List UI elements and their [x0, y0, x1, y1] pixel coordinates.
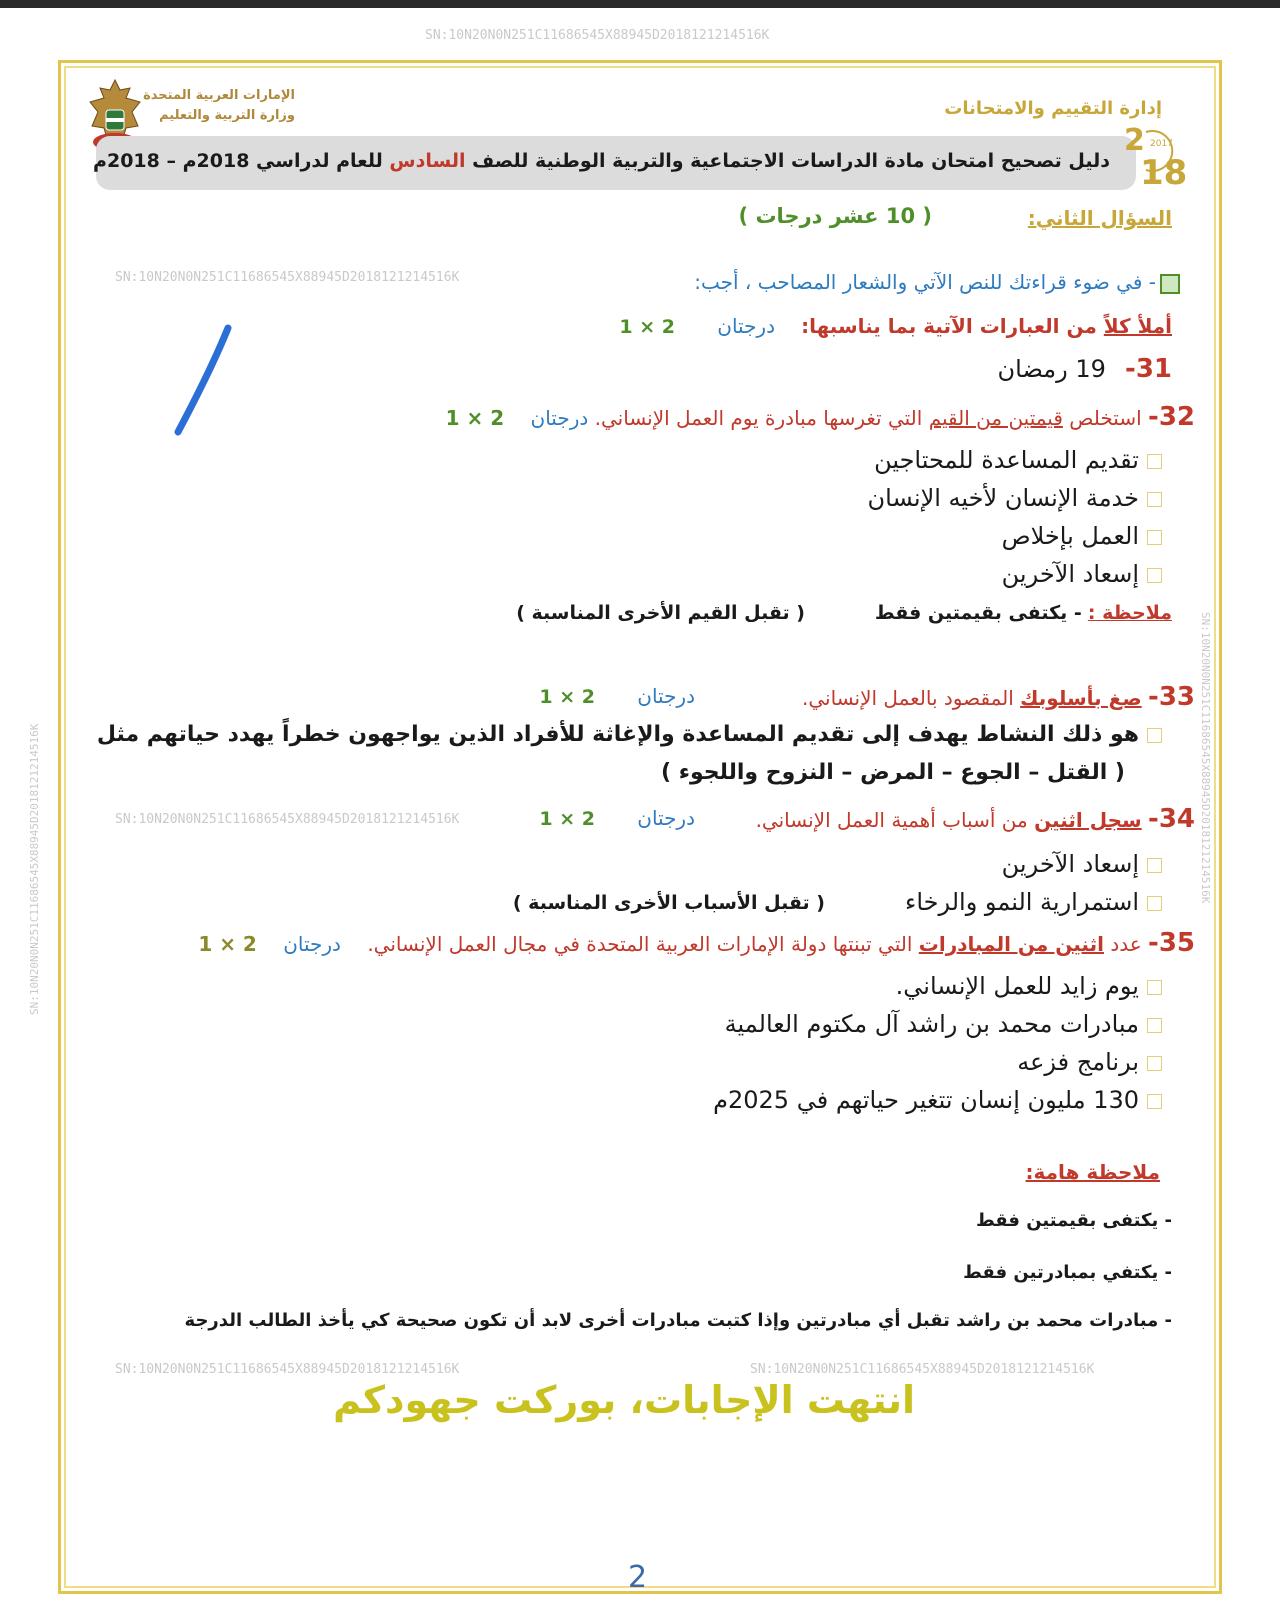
q32-note-extra: ( تقبل القيم الأخرى المناسبة ) — [516, 602, 805, 624]
question-label: السؤال الثاني: — [1027, 206, 1172, 230]
serial-watermark-2: SN:10N20N0N251C11686545X88945D2018121214516K — [115, 270, 460, 285]
fill-marks: درجتان — [717, 314, 775, 338]
country-name: الإمارات العربية المتحدة — [143, 88, 295, 103]
q32-answer-1-text: تقديم المساعدة للمحتاجين — [874, 446, 1139, 474]
checkbox-icon — [1147, 530, 1162, 545]
q32-marks: درجتان — [530, 406, 589, 430]
q32-answer-3 — [1002, 522, 1162, 550]
question-intro — [694, 270, 1180, 294]
q32-number: 32 — [1158, 402, 1195, 432]
q32-answer-4 — [1002, 560, 1162, 588]
serial-watermark-5: SN:10N20N0N251C11686545X88945D2018121214516K — [750, 1362, 1095, 1377]
checkbox-icon — [1147, 1094, 1162, 1109]
q32-answer-2 — [868, 484, 1162, 512]
q32-note-label: ملاحظة : — [1087, 602, 1172, 624]
q32-rest: التي تغرسها مبادرة يوم العمل الإنساني. — [594, 406, 923, 430]
logo-year-small: 2017 — [1150, 139, 1173, 149]
checkbox-icon — [1147, 896, 1162, 911]
q34-answer-1 — [1002, 850, 1162, 878]
fill-factor: 2 × 1 — [619, 316, 675, 338]
q32-row: 32- استخلص قيمتين من القيم التي تغرسها مبادرة يوم العمل الإنساني. درجتان 2 × 1 — [445, 402, 1195, 432]
important-note-label: ملاحظة هامة: — [1025, 1160, 1160, 1184]
q34-row: 34- سجل اثنين من أسباب أهمية العمل الإنساني. — [755, 804, 1195, 834]
q35-marks: درجتان — [283, 932, 341, 956]
q33-row: 33- صغ بأسلوبك المقصود بالعمل الإنساني. — [802, 682, 1195, 712]
q34-factor: 2 × 1 — [539, 808, 595, 830]
department-name: إدارة التقييم والامتحانات — [944, 98, 1162, 119]
serial-watermark: SN:10N20N0N251C11686545X88945D2018121214516K — [425, 28, 770, 43]
q35-verb: عدد — [1110, 932, 1142, 956]
q32-key: قيمتين من القيم — [928, 406, 1063, 430]
q35-row: 35- عدد اثنين من المبادرات التي تبنتها دولة الإمارات العربية المتحدة في مجال العمل الإنساني. درجتان 2 × 1 — [198, 928, 1195, 958]
checkbox-icon — [1147, 858, 1162, 873]
fill-instruction — [801, 314, 1172, 338]
q34-note-extra: ( تقبل الأسباب الأخرى المناسبة ) — [512, 892, 825, 914]
q32-answer-3-text: العمل بإخلاص — [1001, 522, 1139, 550]
q34-answer-2-text: استمرارية النمو والرخاء — [905, 888, 1139, 916]
q34-marks: درجتان — [637, 806, 695, 830]
checkbox-icon — [1147, 492, 1162, 507]
top-dark-bar — [0, 0, 1280, 8]
serial-watermark-3: SN:10N20N0N251C11686545X88945D2018121214516K — [115, 812, 460, 827]
q32-answer-2-text: خدمة الإنسان لأخيه الإنسان — [867, 484, 1139, 512]
q32-answer-4-text: إسعاد الآخرين — [1001, 560, 1139, 588]
ministry-name: وزارة التربية والتعليم — [159, 108, 295, 123]
checkbox-icon — [1147, 728, 1162, 743]
pen-stroke-mark — [160, 320, 240, 440]
q33-answer-line-2: ( القتل – الجوع – المرض – النزوح واللجوء ) — [661, 760, 1125, 785]
q32-note-text: - يكتفى بقيمتين فقط — [874, 602, 1082, 624]
q31-number: 31 — [1135, 354, 1172, 384]
title-part-1: دليل تصحيح امتحان مادة الدراسات الاجتماعية والتربية الوطنية للصف — [472, 150, 1110, 172]
serial-watermark-4: SN:10N20N0N251C11686545X88945D2018121214516K — [115, 1362, 460, 1377]
q35-answer-3 — [1017, 1048, 1162, 1076]
q33-answer-line-1 — [97, 722, 1162, 747]
q33-verb: صغ بأسلوبك — [1020, 686, 1142, 710]
q34-number: 34 — [1158, 804, 1195, 834]
q35-number: 35 — [1158, 928, 1195, 958]
q32-answer-1 — [874, 446, 1162, 474]
q35-answer-4-text: 130 مليون إنسان تتغير حياتهم في 2025م — [713, 1086, 1139, 1114]
q32-factor: 2 × 1 — [445, 406, 505, 430]
fill-instruction-rest: من العبارات الآتية بما يناسبها: — [801, 314, 1097, 338]
q31-answer: 19 رمضان — [997, 355, 1106, 383]
important-note-item-1: - يكتفى بقيمتين فقط — [975, 1210, 1172, 1231]
page-number: 2 — [628, 1560, 648, 1595]
checkbox-icon — [1147, 1056, 1162, 1071]
q35-answer-4 — [713, 1086, 1162, 1114]
q35-answer-2-text: مبادرات محمد بن راشد آل مكتوم العالمية — [724, 1010, 1139, 1038]
important-note-item-2: - يكتفي بمبادرتين فقط — [963, 1262, 1172, 1283]
q33-factor: 2 × 1 — [539, 686, 595, 708]
serial-watermark-right: SN:10N20N0N251C11686545X88945D2018121214516K — [1199, 612, 1212, 904]
checkbox-icon — [1147, 1018, 1162, 1033]
q33-marks: درجتان — [637, 684, 695, 708]
important-note-item-3: - مبادرات محمد بن راشد تقبل أي مبادرتين وإذا كتبت مبادرات أخرى لابد أن تكون صحيحة كي يأخذ الطالب الدرجة — [184, 1310, 1172, 1331]
q34-answer-2 — [905, 888, 1162, 916]
logo-digits-18: 18 — [1140, 153, 1188, 188]
q32-verb: استخلص — [1069, 406, 1142, 430]
q35-rest: التي تبنتها دولة الإمارات العربية المتحدة في مجال العمل الإنساني. — [367, 932, 913, 956]
q35-answer-3-text: برنامج فزعه — [1017, 1048, 1139, 1076]
document-title — [93, 150, 1110, 172]
logo-digit-2: 2 — [1124, 123, 1145, 158]
q33-rest: المقصود بالعمل الإنساني. — [802, 686, 1014, 710]
question-marks: ( 10 عشر درجات ) — [738, 204, 932, 228]
q35-answer-2 — [725, 1010, 1162, 1038]
title-part-2: للعام لدراسي 2018م – 2018م — [93, 150, 383, 172]
checkbox-icon — [1147, 568, 1162, 583]
q33-answer-line-1-text: هو ذلك النشاط يهدف إلى تقديم المساعدة والإغاثة للأفراد الذين يواجهون خطراً يهدد حياتهم مثل — [96, 722, 1139, 747]
year-2018-logo — [1118, 120, 1188, 188]
q34-answer-1-text: إسعاد الآخرين — [1001, 850, 1139, 878]
fill-instruction-key: أملأ كلاً — [1103, 314, 1172, 338]
q35-factor: 2 × 1 — [198, 932, 257, 956]
question-intro-text: - في ضوء قراءتك للنص الآتي والشعار المصاحب ، أجب: — [694, 270, 1156, 294]
q32-note — [875, 602, 1172, 624]
q33-number: 33 — [1158, 682, 1195, 712]
checkbox-icon — [1147, 454, 1162, 469]
checkbox-icon — [1147, 980, 1162, 995]
bullet-square-icon — [1160, 274, 1180, 294]
q35-answer-1-text: يوم زايد للعمل الإنساني. — [895, 972, 1139, 1000]
q34-rest: من أسباب أهمية العمل الإنساني. — [755, 808, 1028, 832]
q35-key: اثنين من المبادرات — [918, 932, 1104, 956]
q31-row: 31- 19 رمضان — [997, 354, 1172, 384]
title-grade: السادس — [389, 150, 466, 172]
q34-verb: سجل اثنين — [1034, 808, 1142, 832]
closing-message: انتهت الإجابات، بوركت جهودكم — [333, 1378, 915, 1422]
serial-watermark-left: SN:10N20N0N251C11686545X88945D2018121214516K — [28, 723, 41, 1015]
q35-answer-1 — [896, 972, 1162, 1000]
